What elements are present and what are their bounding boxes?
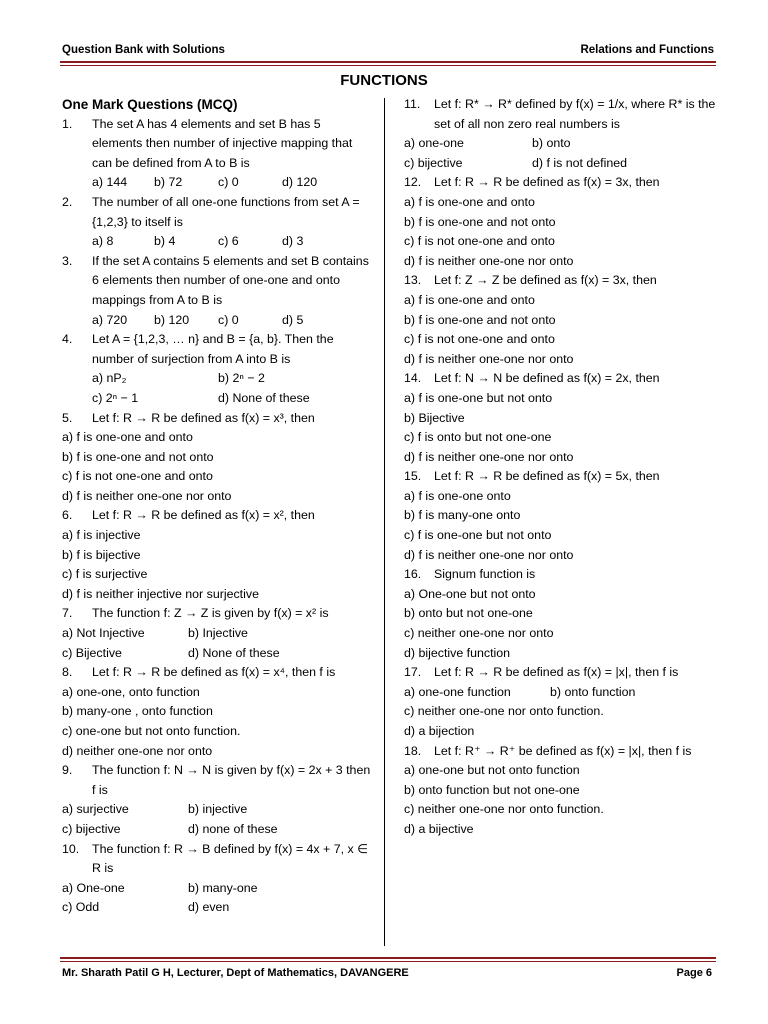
- option-c: c) 0: [218, 312, 239, 327]
- option-c: c) neither one-one nor onto function.: [404, 802, 604, 817]
- question-number: 17.: [404, 665, 422, 680]
- option-b: b) onto but not one-one: [404, 606, 533, 621]
- question-number: 15.: [404, 469, 422, 484]
- option-d: d) f is neither one-one nor onto: [404, 547, 574, 562]
- option-a: a) 720: [92, 312, 128, 327]
- option-d: d) f is neither one-one nor onto: [62, 488, 232, 503]
- option-b: b) f is bijective: [62, 547, 141, 562]
- question-10: [62, 840, 372, 879]
- options-row: [92, 173, 372, 193]
- option-a: a) one-one function: [404, 684, 511, 699]
- question-stem: The function f: Z → Z is given by f(x) = x² is: [92, 606, 329, 621]
- question-stem: If the set A contains 5 elements and set B contains 6 elements then number of one-one and onto mappings from A to B is: [92, 253, 369, 307]
- page-title: FUNCTIONS: [340, 72, 428, 89]
- question-stem: Signum function is: [434, 567, 536, 582]
- option-c: c) Bijective: [62, 645, 122, 660]
- option-b: b) 4: [154, 234, 176, 249]
- options-row: [404, 154, 720, 174]
- right-column: [404, 95, 720, 840]
- option-d: d) f is neither one-one nor onto: [404, 253, 574, 268]
- options-row: [62, 644, 372, 664]
- option-c: c) f is not one-one and onto: [404, 234, 555, 249]
- question-number: 3.: [62, 253, 73, 268]
- question-8: [62, 663, 372, 683]
- header-rule: [60, 61, 716, 63]
- question-stem: Let f: R* → R* defined by f(x) = 1/x, where R* is the set of all non zero real numbers is: [434, 97, 716, 131]
- options-row: [62, 879, 372, 899]
- option-a: a) f is one-one onto: [404, 488, 511, 503]
- options-list: [404, 193, 720, 271]
- question-stem: Let f: R⁺ → R⁺ be defined as f(x) = |x|, then f is: [434, 743, 692, 758]
- options-row: [62, 820, 372, 840]
- header-right-title: Relations and Functions: [580, 44, 714, 56]
- question-number: 7.: [62, 606, 73, 621]
- options-row: [62, 624, 372, 644]
- question-number: 8.: [62, 665, 73, 680]
- question-6: [62, 506, 372, 526]
- question-number: 11.: [404, 97, 421, 111]
- option-d: d) f is neither one-one nor onto: [404, 449, 574, 464]
- option-b: b) f is many-one onto: [404, 508, 521, 523]
- question-stem: Let f: R → R be defined as f(x) = x³, then: [92, 410, 315, 425]
- option-c: c) f is not one-one and onto: [404, 332, 555, 347]
- footer-rule-thin: [60, 961, 716, 962]
- question-14: [404, 369, 720, 389]
- options-row: [62, 898, 372, 918]
- footer-author: Mr. Sharath Patil G H, Lecturer, Dept of Mathematics, DAVANGERE: [62, 967, 409, 979]
- option-d: d) f is neither injective nor surjective: [62, 586, 259, 601]
- question-2: [62, 193, 372, 252]
- column-divider: [384, 98, 385, 946]
- question-16: [404, 565, 720, 585]
- option-a: a) 144: [92, 175, 128, 190]
- option-b: b) 120: [154, 312, 190, 327]
- option-b: b) injective: [188, 802, 248, 817]
- option-a: a) f is injective: [62, 528, 141, 543]
- question-number: 9.: [62, 763, 73, 778]
- header-left-title: Question Bank with Solutions: [62, 44, 225, 56]
- options-row: [404, 134, 720, 154]
- option-a: a) One-one but not onto: [404, 586, 536, 601]
- question-number: 18.: [404, 743, 422, 758]
- question-number: 1.: [62, 116, 73, 131]
- question-number: 12.: [404, 175, 422, 190]
- option-b: b) f is one-one and not onto: [404, 214, 556, 229]
- option-c: c) neither one-one nor onto: [404, 626, 554, 641]
- question-4: [62, 330, 372, 408]
- options-list: [62, 526, 372, 604]
- options-row: [62, 800, 372, 820]
- option-c: c) one-one but not onto function.: [62, 724, 241, 738]
- option-b: b) many-one , onto function: [62, 704, 213, 719]
- footer-rule: [60, 957, 716, 959]
- question-stem: The function f: N → N is given by f(x) = 2x + 3 then f is: [92, 763, 371, 797]
- option-a: a) one-one: [404, 136, 464, 151]
- option-a: a) f is one-one and onto: [404, 194, 535, 209]
- option-a: a) Not Injective: [62, 626, 145, 641]
- question-17: [404, 663, 720, 683]
- question-number: 16.: [404, 567, 422, 582]
- options-list: [404, 389, 720, 467]
- question-stem: Let A = {1,2,3, … n} and B = {a, b}. Then the number of surjection from A into B is: [92, 332, 334, 366]
- option-b: b) 72: [154, 175, 183, 190]
- option-a: a) one-one but not onto function: [404, 763, 580, 778]
- option-b: b) onto function: [550, 684, 636, 699]
- option-d: d) a bijection: [404, 724, 475, 738]
- option-c: c) bijective: [404, 155, 463, 170]
- section-heading: One Mark Questions (MCQ): [62, 97, 238, 112]
- question-number: 13.: [404, 273, 422, 288]
- option-b: b) Bijective: [404, 410, 465, 425]
- option-d: d) a bijective: [404, 821, 474, 836]
- question-12: [404, 173, 720, 193]
- option-a: a) One-one: [62, 880, 125, 895]
- question-3: [62, 252, 372, 330]
- option-a: a) one-one, onto function: [62, 684, 200, 699]
- question-18: [404, 742, 720, 762]
- options-list: [62, 683, 372, 761]
- options-list: [404, 761, 720, 839]
- question-15: [404, 467, 720, 487]
- option-d: d) f is not defined: [532, 155, 628, 170]
- option-a: a) f is one-one and onto: [404, 292, 535, 307]
- question-stem: The function f: R → B defined by f(x) = 4x + 7, x ∈ R is: [92, 841, 368, 876]
- option-b: b) 2ⁿ − 2: [218, 371, 265, 386]
- option-d: d) bijective function: [404, 645, 511, 660]
- options-list: [62, 428, 372, 506]
- question-stem: Let f: R → R be defined as f(x) = 3x, then: [434, 175, 660, 190]
- option-a: a) surjective: [62, 802, 129, 817]
- option-d: d) None of these: [218, 390, 310, 405]
- option-a: a) 8: [92, 234, 114, 249]
- options-row: [92, 389, 372, 409]
- question-stem: Let f: Z → Z be defined as f(x) = 3x, then: [434, 273, 657, 288]
- question-11: [404, 95, 720, 134]
- option-b: b) f is one-one and not onto: [62, 449, 214, 464]
- option-d: d) none of these: [188, 821, 278, 836]
- option-a: a) f is one-one but not onto: [404, 390, 553, 405]
- question-number: 10.: [62, 841, 80, 856]
- options-row: [404, 683, 720, 703]
- header-rule-thin: [60, 65, 716, 66]
- page-number: Page 6: [676, 967, 712, 979]
- option-b: b) onto: [532, 136, 571, 151]
- question-stem: Let f: N → N be defined as f(x) = 2x, then: [434, 371, 660, 386]
- question-number: 2.: [62, 194, 73, 209]
- question-7: [62, 604, 372, 624]
- option-c: c) 6: [218, 234, 239, 249]
- question-stem: The number of all one-one functions from set A = {1,2,3} to itself is: [92, 194, 360, 229]
- options-row: [92, 311, 372, 331]
- question-1: [62, 115, 372, 193]
- question-5: [62, 409, 372, 429]
- question-number: 6.: [62, 508, 73, 523]
- option-c: c) neither one-one nor onto function.: [404, 704, 604, 719]
- option-c: c) Odd: [62, 900, 100, 915]
- options-list: [404, 487, 720, 565]
- question-number: 4.: [62, 332, 73, 347]
- option-a: a) f is one-one and onto: [62, 430, 193, 445]
- option-d: d) 120: [282, 175, 318, 190]
- question-stem: Let f: R → R be defined as f(x) = x², then: [92, 508, 315, 523]
- question-number: 5.: [62, 410, 73, 425]
- option-d: d) f is neither one-one nor onto: [404, 351, 574, 366]
- option-c: c) f is one-one but not onto: [404, 528, 552, 543]
- question-9: [62, 761, 372, 800]
- option-d: d) neither one-one nor onto: [62, 743, 213, 758]
- option-d: d) 3: [282, 234, 304, 249]
- question-number: 14.: [404, 371, 422, 386]
- option-d: d) 5: [282, 312, 304, 327]
- option-b: b) Injective: [188, 626, 248, 641]
- option-c: c) f is surjective: [62, 567, 148, 582]
- option-c: c) 0: [218, 175, 239, 190]
- option-c: c) f is not one-one and onto: [62, 469, 213, 484]
- options-row: [92, 369, 372, 389]
- option-b: b) f is one-one and not onto: [404, 312, 556, 327]
- option-d: d) None of these: [188, 645, 280, 660]
- options-row: [92, 232, 372, 252]
- option-b: b) many-one: [188, 880, 258, 895]
- question-stem: Let f: R → R be defined as f(x) = x⁴, then f is: [92, 665, 336, 680]
- option-c: c) bijective: [62, 821, 121, 836]
- question-stem: The set A has 4 elements and set B has 5 elements then number of injective mapping that can be defined from A to B is: [92, 116, 353, 170]
- options-list: [404, 585, 720, 663]
- options-list: [404, 702, 720, 741]
- option-c: c) f is onto but not one-one: [404, 430, 552, 445]
- option-d: d) even: [188, 900, 230, 915]
- left-column: [62, 95, 372, 918]
- question-13: [404, 271, 720, 291]
- option-b: b) onto function but not one-one: [404, 782, 580, 797]
- options-list: [404, 291, 720, 369]
- question-stem: Let f: R → R be defined as f(x) = 5x, then: [434, 469, 660, 484]
- option-c: c) 2ⁿ − 1: [92, 390, 139, 405]
- option-a: a) nP₂: [92, 371, 127, 386]
- question-stem: Let f: R → R be defined as f(x) = |x|, then f is: [434, 665, 679, 680]
